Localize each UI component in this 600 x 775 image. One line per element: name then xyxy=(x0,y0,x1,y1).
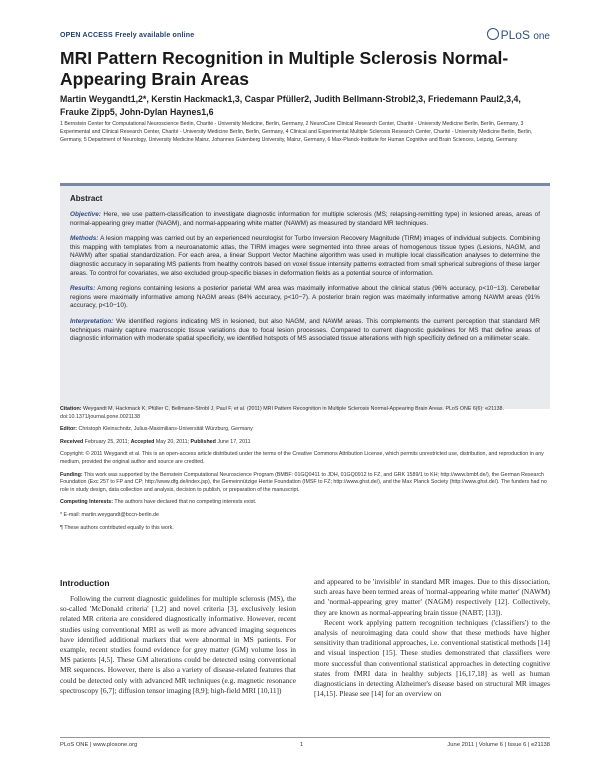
intro-column-right xyxy=(314,577,550,699)
open-access-banner xyxy=(60,32,194,39)
journal-header xyxy=(60,28,550,48)
accepted-label: Accepted xyxy=(130,438,155,445)
editor-label: Editor: xyxy=(60,426,78,433)
intro-paragraph-2: Recent work applying pattern recognition techniques ('classifiers') to the analysis of neuroimaging data could show that these methods have higher sensitivity than traditional approaches, i.e. conventional statistical methods [14] and visual inspection [15]. These studies demonstrated that classifiers were more successful than conventional statistical approaches in detecting cognitive states from fMRI data in healthy subjects [16,17,18] as well as human diagnosticians in detecting Alzheimer's disease based on structural MR images [14,15]. Please see [14] for an overview on xyxy=(314,617,550,699)
logo-plos-text: PLoS xyxy=(500,28,530,42)
page-footer xyxy=(60,737,550,750)
freely-available-label: Freely available online xyxy=(115,32,195,39)
citation-text: Weygandt M, Hackmack K, Pfüller C, Bellmann-Strobl J, Paul F, et al. (2011) MRI Pattern Recognition in Multiple Sclerosis Normal-Appearing Brain Areas. PLoS ONE 6(6): e21138. doi:10.1371/journal.pone.0021138 xyxy=(60,406,504,420)
received-date: February 25, 2011; xyxy=(83,438,131,445)
citation-label: Citation: xyxy=(60,406,82,412)
accepted-date: May 20, 2011; xyxy=(154,438,191,445)
logo-one-text: one xyxy=(533,31,550,42)
editor-text: Christoph Kleinschnitz, Julius-Maximilians-Universität Würzburg, Germany xyxy=(77,426,253,433)
funding-text: This work was supported by the Bernstein Computational Neuroscience Program (BMBF: 01GQ0411 to JDH, 01GQ0912 to FZ, and GRK 1589/1 to KH; http://www.bmbf.de/), the German Research Foundation (Exc 257 to FP and CP; http://www.dfg.de/index.jsp), the Gemeinnützige Hertie Foundation (IMSF to FZ; http://www.ghst.de/), and the Max Planck Society (http://www.ghst.de/). The funders had no role in study design, data collection and analysis, decision to publish, or preparation of the manuscript. xyxy=(60,471,547,493)
footer-page-number: 1 xyxy=(300,742,304,748)
funding xyxy=(60,472,550,495)
intro-paragraph-continued: and appeared to be 'invisible' in standard MR images. Due to this dissociation, such areas have been termed areas of 'normal-appearing white matter' (NAWM) and 'normal-appearing grey matter' (NAGM) respectively [12]. Collectively, they are known as normal-appearing brain tissue (NABT; [13]). xyxy=(314,577,551,617)
abstract-results xyxy=(70,285,540,311)
published-label: Published xyxy=(190,438,216,445)
footer-issue: June 2011 | Volume 6 | Issue 6 | e21138 xyxy=(447,742,550,748)
dates xyxy=(60,439,550,447)
funding-label: Funding: xyxy=(60,471,83,478)
received-label: Received xyxy=(60,438,84,445)
objective-label: Objective: xyxy=(70,211,101,218)
article-title: MRI Pattern Recognition in Multiple Sclerosis Normal-Appearing Brain Areas xyxy=(60,48,509,89)
article-metadata xyxy=(60,406,550,537)
objective-text: Here, we use pattern-classification to investigate diagnostic information for multiple sclerosis (MS; relapsing-remitting type) in lesioned areas, areas of normal-appearing grey matter (NAGM), and normal-appearing white matter (NAWM) as measured by standard MR techniques. xyxy=(70,211,540,227)
introduction-heading: Introduction xyxy=(60,578,110,588)
methods-text: A lesion mapping was carried out by an experienced neurologist for Turbo Inversion Recovery Magnitude (TIRM) images of individual subjects. Combining this mapping with templates from a neuroanatomic atlas, the TIRM images were segmented into three areas of homogenous tissue types (Lesions, NAGM, and NAWM) after spatial standardization. For each area, a linear Support Vector Machine algorithm was used in multiple local classification analyses to determine the diagnostic accuracy in separating MS patients from healthy controls based on voxel tissue intensity patterns extracted from small spherical subregions of these larger areas. To control for covariates, we also excluded group-specific biases in deformation fields as a potential source of information. xyxy=(70,235,540,277)
abstract-methods xyxy=(70,235,540,278)
citation xyxy=(60,406,550,421)
abstract-heading: Abstract xyxy=(70,194,103,203)
affiliations: 1 Bernstein Center for Computational Neuroscience Berlin, Charité - University Medicine, Berlin, Germany, 2 NeuroCure Clinical Research Center, Charité - University Medicine Berlin, Berlin, Germany, 3 Experimental and Clinical Research Center, Charité - University Medicine Berlin, Berlin, Germany, 4 Clinical and Experimental Multiple Sclerosis Research Center, Charité - University Medicine Berlin, Berlin, Germany, 5 Department of Neurology, University Medicine Mainz, Johannes Gutenberg University, Mainz, Germany, 6 Max-Planck-Institute for Human Cognitive and Brain Sciences, Leipzig, Germany xyxy=(60,121,533,143)
plos-one-logo xyxy=(487,28,550,42)
intro-column-left xyxy=(60,594,296,696)
methods-label: Methods: xyxy=(70,235,99,243)
results-text: Among regions containing lesions a posterior parietal WM area was maximally informative about the clinical status (96% accuracy, p<10−13). Cerebellar regions were maximally informative among NAGM areas (84% accuracy, p<10−7). A posterior brain region was maximally informative among NAWM areas (91% accuracy, p<10−10). xyxy=(70,285,540,310)
competing-label: Competing Interests: xyxy=(60,499,113,506)
published-date: June 17, 2011 xyxy=(215,438,251,445)
author-list: Martin Weygandt1,2*, Kerstin Hackmack1,3, Caspar Pfüller2, Judith Bellmann-Strobl2,3, Friedemann Paul2,3,4, Frauke Zipp5, John-Dylan Haynes1,6 xyxy=(60,94,521,117)
equal-contribution-note: ¶ These authors contributed equally to this work. xyxy=(60,524,174,531)
abstract-box xyxy=(60,183,550,409)
corresponding-email: * E-mail: martin.weygandt@bccn-berlin.de xyxy=(60,511,159,518)
competing-text: The authors have declared that no competing interests exist. xyxy=(112,499,257,506)
plos-logo-icon xyxy=(487,28,499,40)
results-label: Results: xyxy=(70,285,96,293)
intro-paragraph-1: Following the current diagnostic guidelines for multiple sclerosis (MS), the so-called 'McDonald criteria' [1,2] and novel criteria [3], exclusively lesion related MR criteria are considered diagnostically informative. However, recent studies using conventional MRI as well as more advanced imaging sequences have identified additional markers that were abnormal in MS patients. For example, recent studies found evidence for grey matter (GM) volume loss in MS patients [4,5]. These GM alterations could be detected using conventional MR sequences. However, there is also a variety of disease-related features that could be detected only with advanced MR techniques (e.g. magnetic resonance spectroscopy [6,7]; diffusion tensor imaging [8,9]; high-field MRI [10,11]) xyxy=(60,594,296,695)
interpretation-text: We identified regions indicating MS in lesioned, but also NAGM, and NAWM areas. This complements the current perception that standard MR techniques mainly capture macroscopic tissue variations due to focal lesion processes. Compared to current diagnostic guidelines for MS that define areas of diagnostic information with moderate spatial specificity, we identified hotspots of MS associated tissue alterations with high specificity defined on a millimeter scale. xyxy=(70,317,540,343)
footer-journal: PLoS ONE | www.plosone.org xyxy=(60,742,138,748)
abstract-objective xyxy=(70,211,540,228)
competing-interests xyxy=(60,499,550,507)
editor xyxy=(60,426,550,434)
abstract-interpretation xyxy=(70,318,540,344)
open-access-label: OPEN ACCESS xyxy=(60,32,113,39)
copyright: Copyright: © 2011 Weygandt et al. This is an open-access article distributed under the terms of the Creative Commons Attribution License, which permits unrestricted use, distribution, and reproduction in any medium, provided the original author and source are credited. xyxy=(60,451,544,465)
interpretation-label: Interpretation: xyxy=(70,317,114,325)
